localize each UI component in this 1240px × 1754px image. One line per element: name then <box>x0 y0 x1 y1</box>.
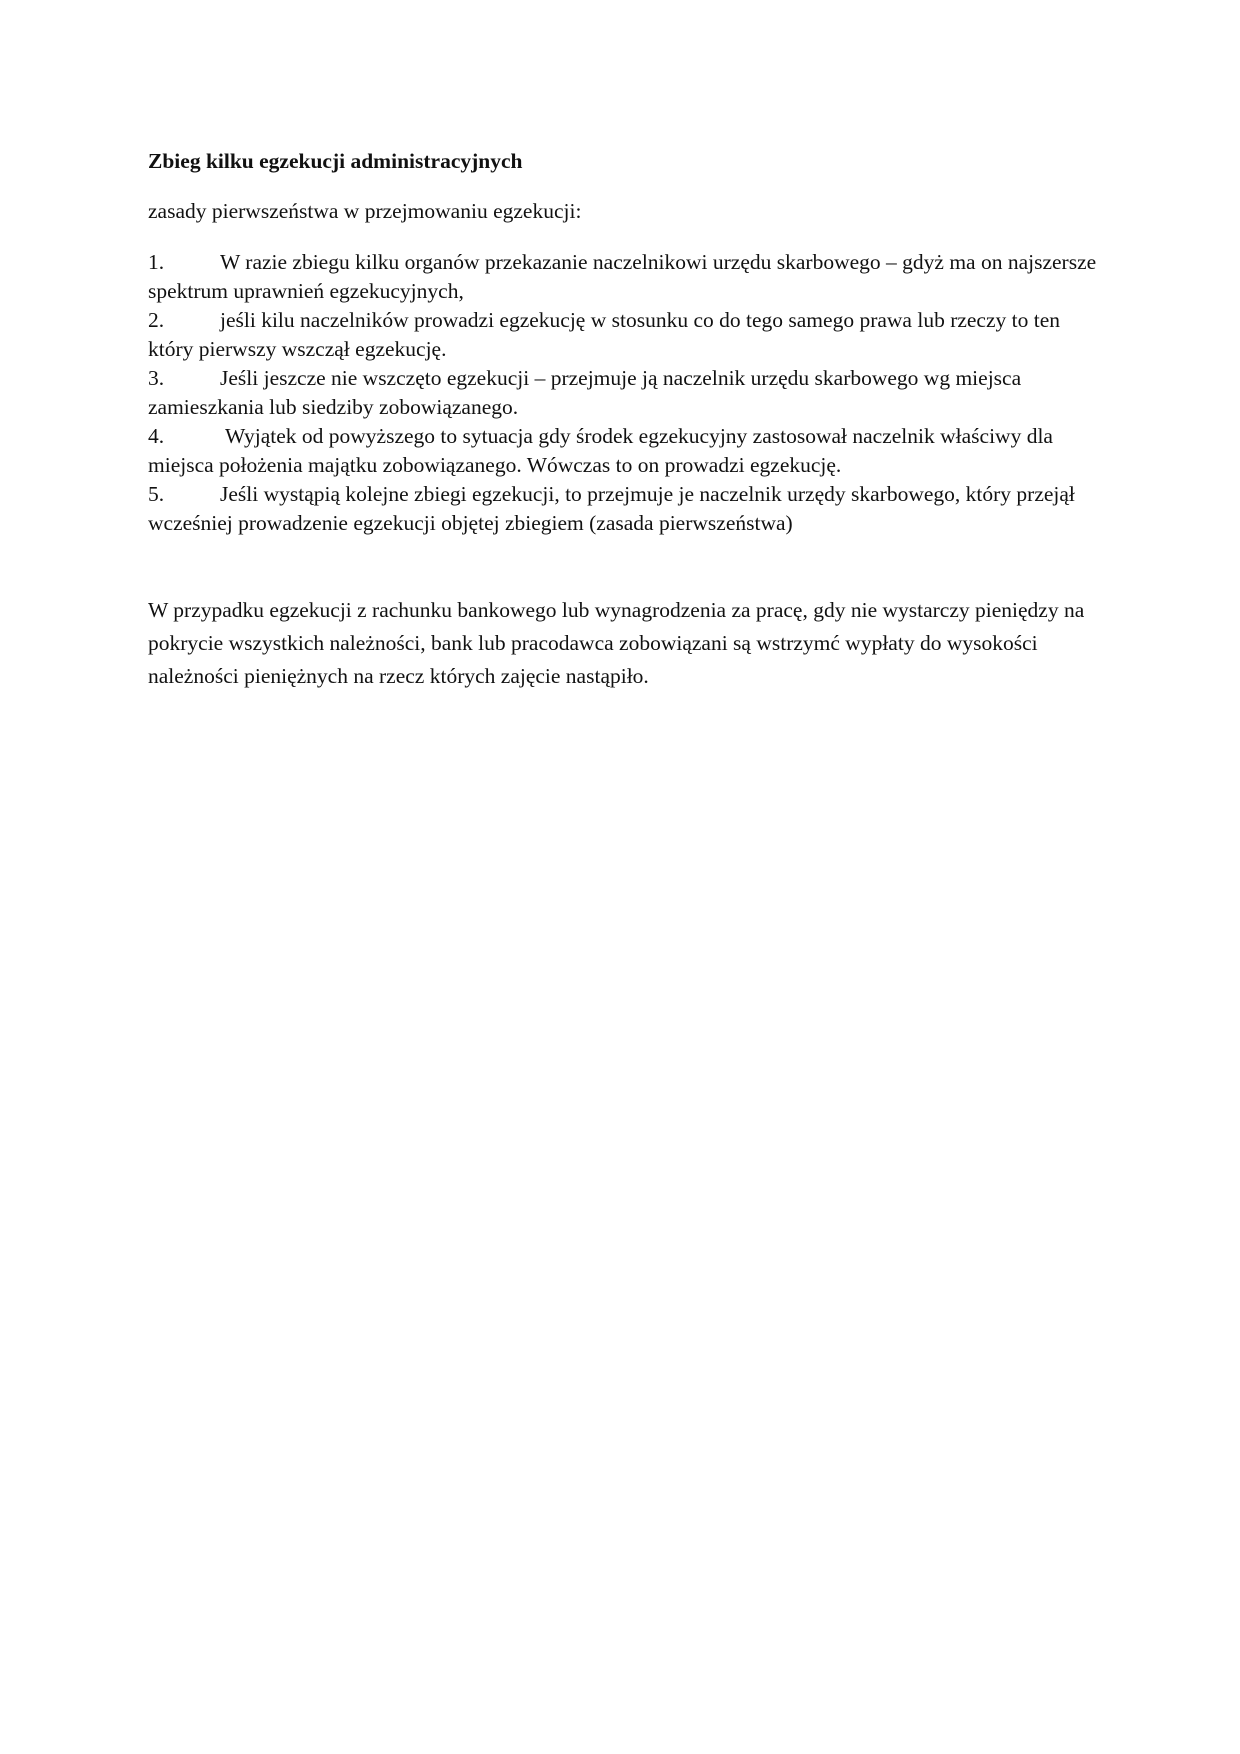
list-item-text: Jeśli jeszcze nie wszczęto egzekucji – przejmuje ją naczelnik urzędu skarbowego wg miejsca zamieszkania lub siedziby zobowiązanego. <box>148 366 1022 419</box>
list-item-text: W razie zbiegu kilku organów przekazanie naczelnikowi urzędu skarbowego – gdyż ma on najszersze spektrum uprawnień egzekucyjnych, <box>148 250 1097 303</box>
numbered-list <box>148 248 1100 538</box>
intro-text: zasady pierwszeństwa w przejmowaniu egzekucji: <box>148 199 582 223</box>
list-item-number: 5. <box>148 482 165 506</box>
list-item-number: 4. <box>148 424 165 448</box>
list-item <box>148 248 1100 306</box>
list-item-text: Wyjątek od powyższego to sytuacja gdy środek egzekucyjny zastosował naczelnik właściwy dla miejsca położenia majątku zobowiązanego. Wówczas to on prowadzi egzekucję. <box>148 424 1053 477</box>
list-item <box>148 480 1100 538</box>
list-item-text: Jeśli wystąpią kolejne zbiegi egzekucji, to przejmuje je naczelnik urzędy skarbowego, który przejął wcześniej prowadzenie egzekucji objętej zbiegiem (zasada pierwszeństwa) <box>148 482 1075 535</box>
list-item-number: 3. <box>148 366 165 390</box>
list-item <box>148 364 1100 422</box>
list-item <box>148 422 1100 480</box>
list-item <box>148 306 1100 364</box>
list-item-text: jeśli kilu naczelników prowadzi egzekucję w stosunku co do tego samego prawa lub rzeczy to ten który pierwszy wszczął egzekucję. <box>148 308 1061 361</box>
document-body <box>148 146 1100 693</box>
closing-paragraph: W przypadku egzekucji z rachunku bankowego lub wynagrodzenia za pracę, gdy nie wystarczy pieniędzy na pokrycie wszystkich należności, bank lub pracodawca zobowiązani są wstrzymć wypłaty do wysokości należności pieniężnych na rzecz których zajęcie nastąpiło. <box>148 598 1085 688</box>
document-title: Zbieg kilku egzekucji administracyjnych <box>148 149 523 173</box>
list-item-number: 1. <box>148 250 165 274</box>
list-item-number: 2. <box>148 308 165 332</box>
